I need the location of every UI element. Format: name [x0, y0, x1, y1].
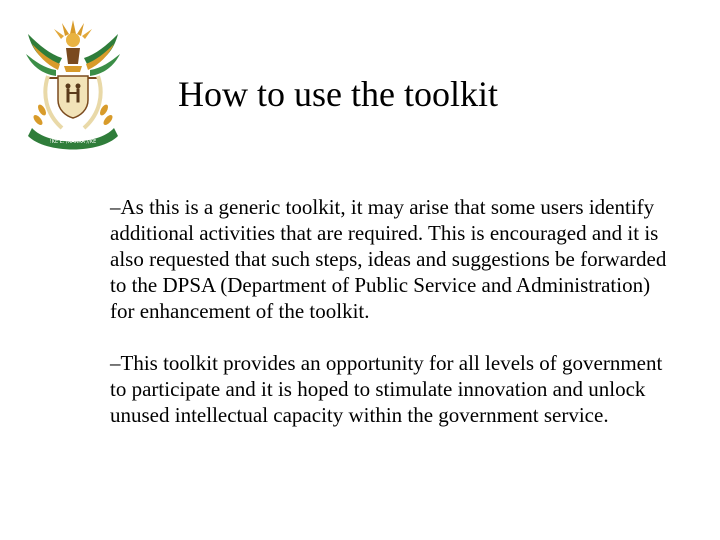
slide-title: How to use the toolkit	[178, 74, 498, 114]
bullet-list	[110, 194, 670, 428]
bullet-point: –As this is a generic toolkit, it may arise that some users identify additional activities that are required. This is encouraged and it is also requested that such steps, ideas and suggestions be forwarded to the DPSA (Department of Public Service and Administration) for enhancement of the toolkit.	[110, 195, 667, 323]
svg-text:!KE E: /XARRA //KE: !KE E: /XARRA //KE	[49, 139, 97, 145]
sun-rays-icon	[54, 20, 92, 47]
bullet-point: –This toolkit provides an opportunity for all levels of government to participate and it is hoped to stimulate innovation and unlock unused intellectual capacity within the government service.	[110, 351, 663, 427]
coat-of-arms-icon	[18, 14, 128, 154]
